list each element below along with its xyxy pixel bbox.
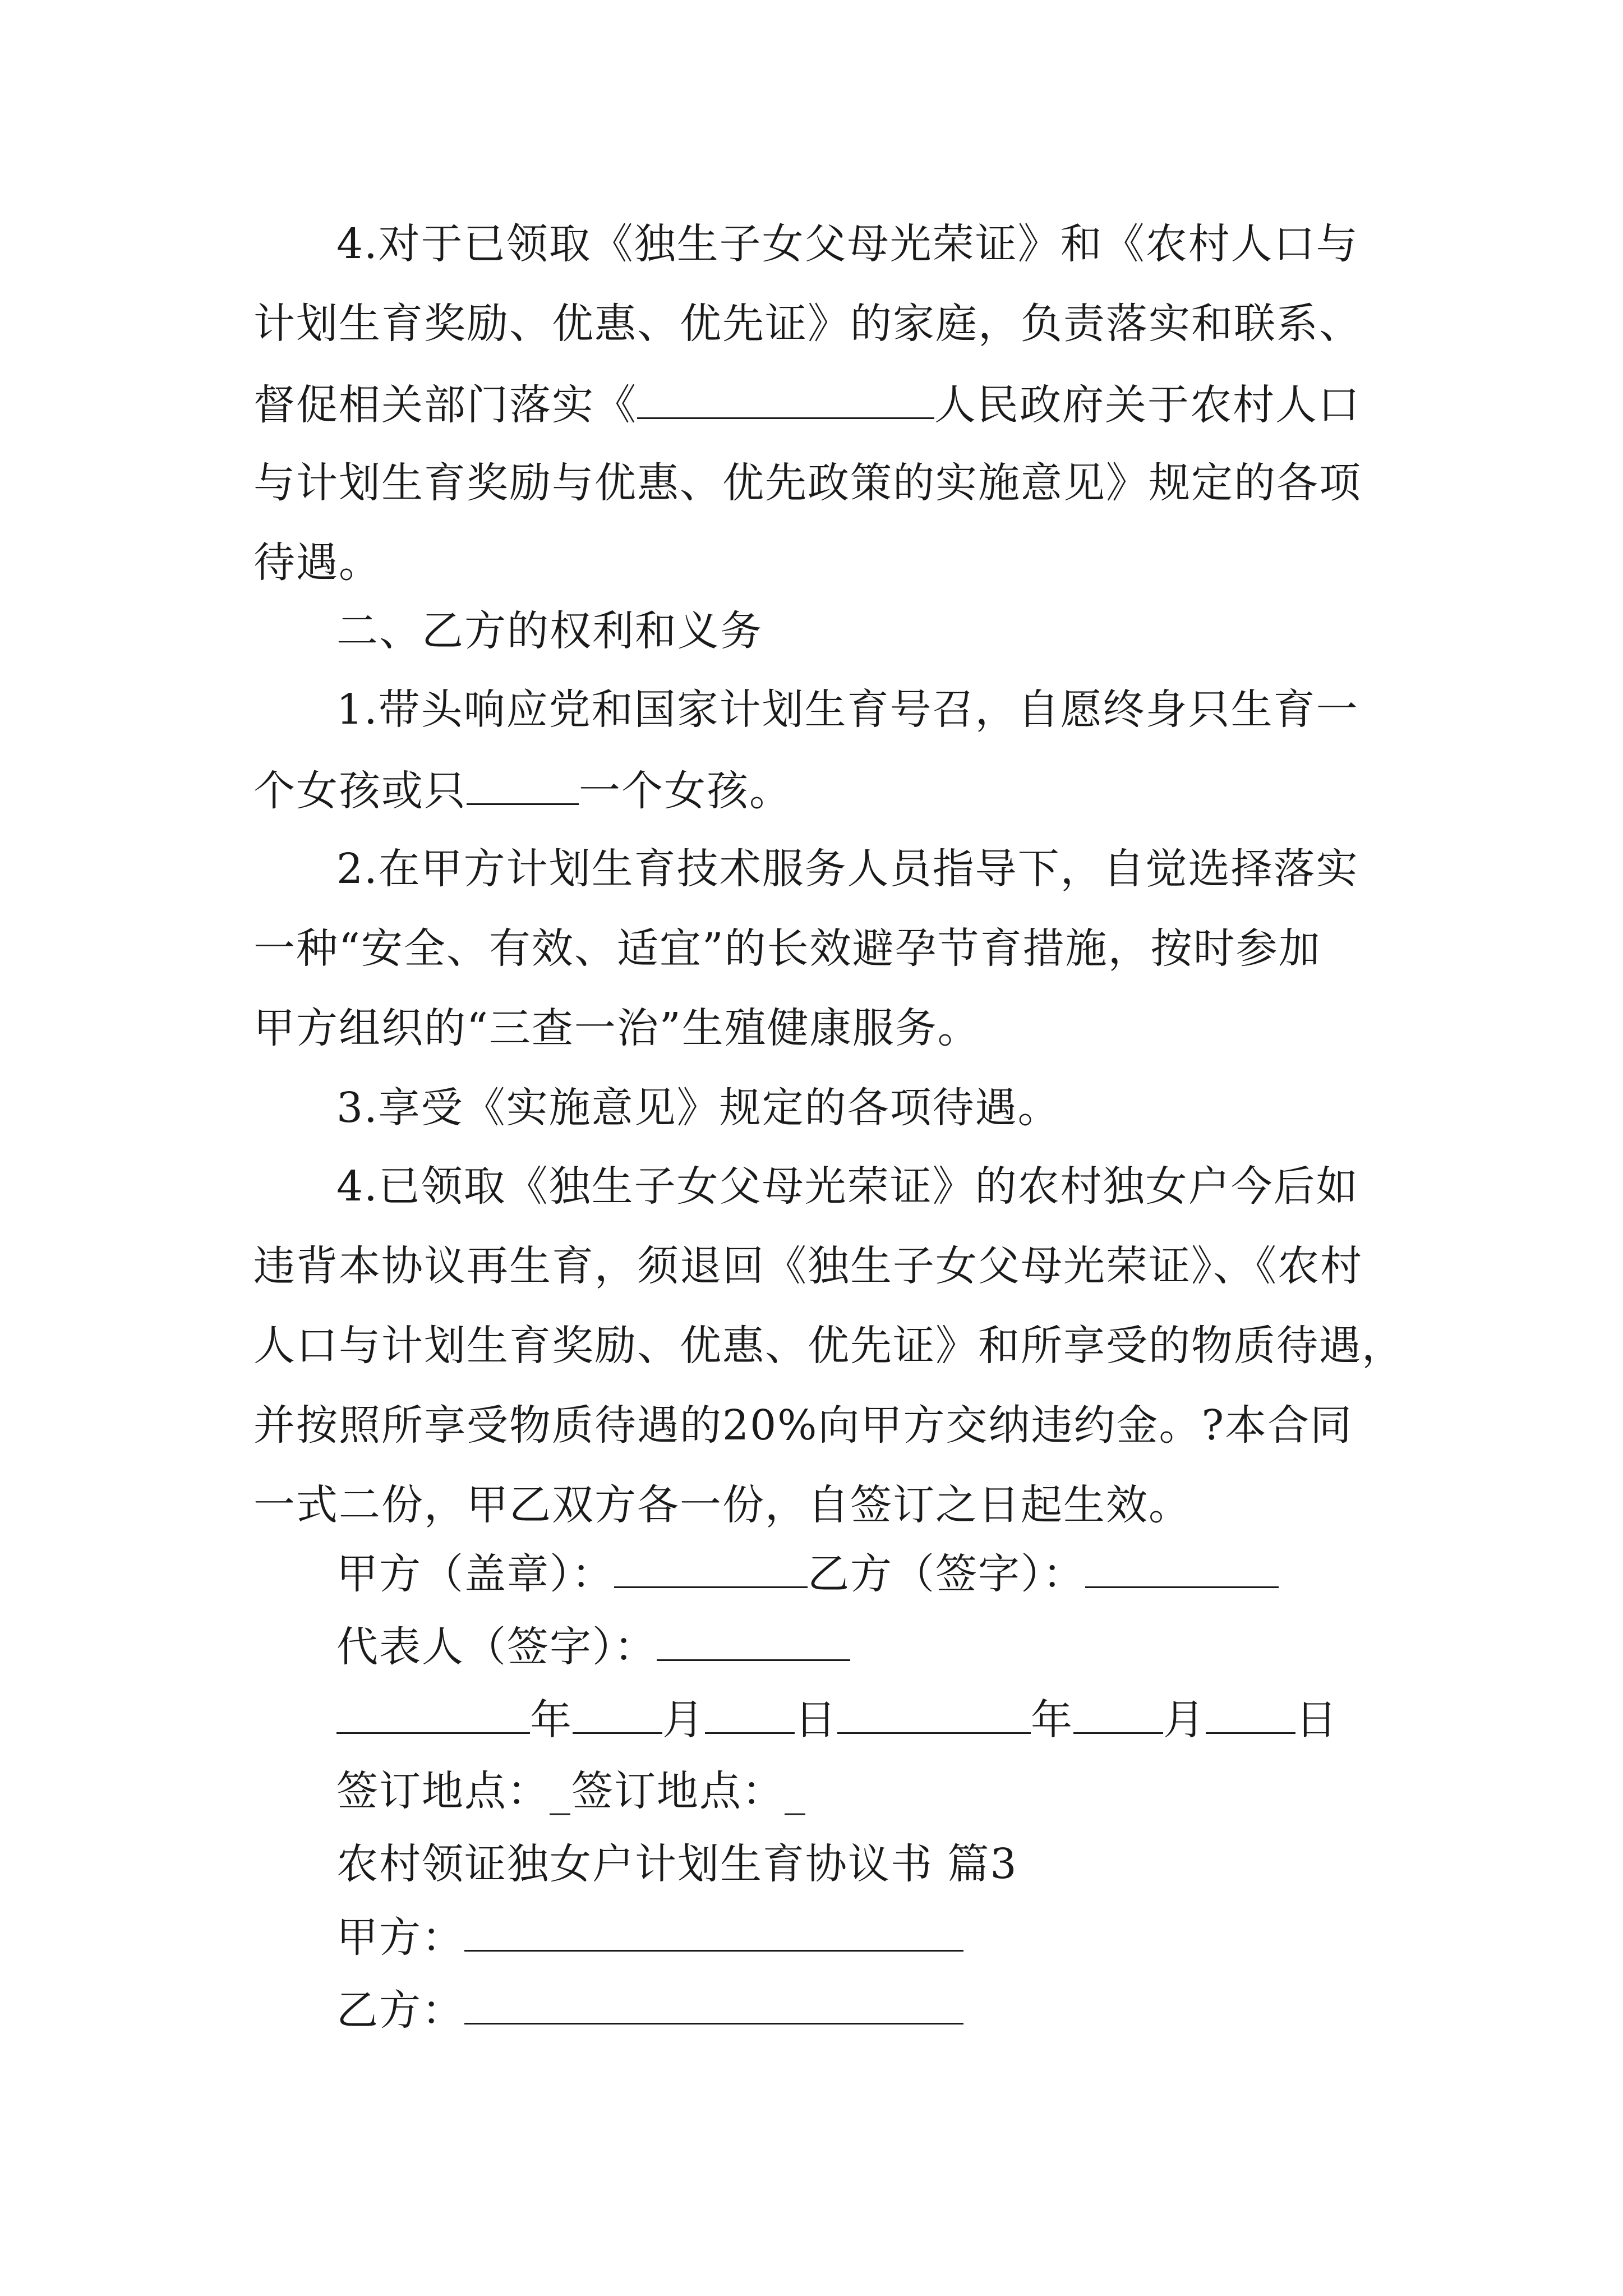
day-label: 日	[795, 1696, 837, 1744]
day-label: 日	[1295, 1696, 1338, 1744]
day-blank	[705, 1697, 795, 1734]
next-party-a-blank	[464, 1915, 963, 1952]
signature-row-dates	[336, 1696, 1338, 1744]
paragraph-line: 4.对于已领取《独生子女父母光荣证》和《农村人口与	[336, 220, 1359, 268]
next-party-b-label: 乙方：	[336, 1986, 464, 2035]
party-a-seal-label: 甲方（盖章）：	[336, 1550, 614, 1598]
signature-row-parties	[336, 1550, 1279, 1598]
paragraph-line	[253, 381, 1361, 429]
paragraph-line: 待遇。	[253, 539, 381, 587]
next-section-title: 农村领证独女户计划生育协议书 篇3	[336, 1840, 1018, 1888]
paragraph-line: 1.带头响应党和国家计划生育号召，自愿终身只生育一	[336, 685, 1359, 734]
month-label: 月	[662, 1696, 705, 1744]
party-b-sign-blank	[1085, 1552, 1279, 1588]
signing-place: 签订地点：_签订地点：_	[336, 1767, 806, 1815]
year-label: 年	[530, 1696, 573, 1744]
text-fragment: 人民政府关于农村人口	[934, 381, 1361, 429]
paragraph-line: 计划生育奖励、优惠、优先证》的家庭，负责落实和联系、	[253, 300, 1362, 348]
day-blank	[1206, 1697, 1295, 1734]
month-blank	[573, 1697, 662, 1734]
party-b-sign-label: 乙方（签字）：	[808, 1550, 1085, 1598]
representative-label: 代表人（签字）：	[336, 1623, 657, 1671]
year-blank	[336, 1697, 530, 1734]
month-label: 月	[1163, 1696, 1206, 1744]
signature-row-representative	[336, 1623, 850, 1671]
year-blank	[837, 1697, 1031, 1734]
paragraph-line: 并按照所享受物质待遇的20%向甲方交纳违约金。?本合同	[253, 1401, 1353, 1450]
text-fragment: 督促相关部门落实《	[253, 381, 637, 429]
paragraph-line: 人口与计划生育奖励、优惠、优先证》和所享受的物质待遇，	[253, 1322, 1404, 1370]
paragraph-line: 2.在甲方计划生育技术服务人员指导下，自觉选择落实	[336, 845, 1359, 893]
year-label: 年	[1031, 1696, 1073, 1744]
section-heading: 二、乙方的权利和义务	[336, 607, 763, 655]
next-party-b-row	[336, 1986, 963, 2035]
next-party-a-label: 甲方：	[336, 1913, 464, 1962]
paragraph-line: 3.享受《实施意见》规定的各项待遇。	[336, 1084, 1061, 1132]
paragraph-line: 一种“安全、有效、适宜”的长效避孕节育措施，按时参加	[253, 924, 1321, 973]
fill-in-blank	[637, 383, 934, 419]
paragraph-line: 与计划生育奖励与优惠、优先政策的实施意见》规定的各项	[253, 459, 1362, 507]
fill-in-blank	[467, 769, 579, 805]
text-fragment: 个女孩或只	[253, 767, 467, 815]
text-fragment: 一个女孩。	[579, 767, 792, 815]
next-party-b-blank	[464, 1988, 963, 2024]
paragraph-line	[253, 767, 792, 815]
paragraph-line: 一式二份，甲乙双方各一份，自签订之日起生效。	[253, 1481, 1191, 1529]
party-a-seal-blank	[614, 1552, 808, 1588]
next-party-a-row	[336, 1913, 963, 1962]
month-blank	[1073, 1697, 1163, 1734]
representative-blank	[657, 1625, 850, 1661]
paragraph-line: 违背本协议再生育，须退回《独生子女父母光荣证》、《农村	[253, 1242, 1363, 1290]
paragraph-line: 甲方组织的“三查一治”生殖健康服务。	[253, 1004, 980, 1052]
paragraph-line: 4.已领取《独生子女父母光荣证》的农村独女户今后如	[336, 1162, 1359, 1211]
